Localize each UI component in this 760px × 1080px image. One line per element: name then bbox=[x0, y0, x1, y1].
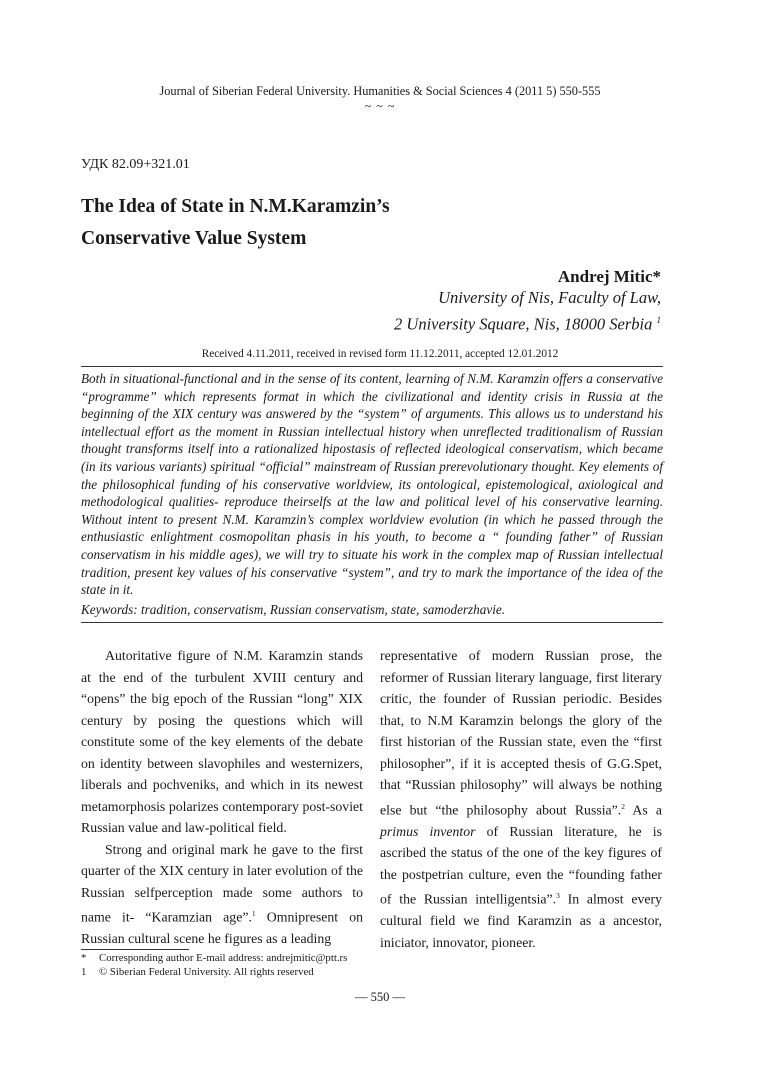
footnote-ref: 3 bbox=[556, 891, 560, 901]
paragraph: representative of modern Russian prose, the reformer of Russian literary language, first literary critic, the founder of Russian periodic. Besides that, to N.M Karamzin belongs the glory of the first historian of the Russian state, even the “first philosopher”, if it is accepted thesis of G.G.Spet, that “Russian philosophy” will always be nothing else but “the philosophy about Russia”.$^2$ As a primus inventor of Russian literature, he is ascribed the status of the one of the key figures of the postpetrian culture, even the “founding father of the Russian intelligentsia”.$^3$ In almost every cultural field we find Karamzin as a ancestor, iniciator, innovator, pioneer. bbox=[380, 648, 663, 950]
paragraph: Autoritative figure of N.M. Karamzin stands at the end of the turbulent XVIII century and “opens” the big epoch of the Russian “long” XIX century by posing the questions which will constitute some of the key elements of the debate on identity between slavophiles and westernizers, liberals and pochveniks, and which in its newest metamorphosis polarizes contemporary post-soviet Russian value and law-political field. bbox=[81, 648, 363, 835]
page-number: — 550 — bbox=[355, 990, 405, 1004]
abstract-top-rule bbox=[81, 366, 663, 367]
author-name: Andrej Mitic* bbox=[557, 267, 661, 286]
body-column-right bbox=[380, 645, 662, 953]
footnote-mark: 1 bbox=[81, 966, 87, 978]
footnote-mark: * bbox=[81, 952, 87, 964]
author-affiliation bbox=[394, 287, 661, 336]
affiliation-line-2: 2 University Square, Nis, 18000 Serbia bbox=[394, 314, 653, 334]
abstract: Both in situational-functional and in the sense of its content, learning of N.M. Karamzin offers a conservative “programme” which represents format in which the civilizational and identity crisis in Russia at the beginning of the XIX century was answered by the “system” of arguments. This allows us to understand his intellectual effort as the moment in Russian intellectual history when unreflected traditionalism of Russian thought transforms itself into a rationalized hipostasis of reflected ideological conservatism, which became (in its various variants) spiritual “official” mainstream of Russian prerevolutionary thought. Key elements of the philosophical funding of his conservative worldview, its ontological, epistemological, axiological and methodological qualities- reproduce theirselfs at the law and political level of his conservative learning. Without intent to present N.M. Karamzin’s complex worldview evolution (in which he passed through the enthusiastic enlightment cosmopolitan phasis in his youth, to become a “ founding father” of Russian conservatism in his middle ages), we will try to situate his work in the complex map of Russian intellectual tradition, present key values of his conservative “system”, and try to mark the importance of the idea of the state in it. bbox=[81, 371, 663, 598]
footnote-copyright: 1 © Siberian Federal University. All rights reserved bbox=[81, 966, 314, 978]
journal-header: Journal of Siberian Federal University. Humanities & Social Sciences 4 (2011 5) 550-555 bbox=[159, 84, 601, 98]
keywords: Keywords: tradition, conservatism, Russian conservatism, state, samoderzhavie. bbox=[81, 602, 506, 617]
body-column-left bbox=[81, 645, 363, 950]
udk-code: УДК 82.09+321.01 bbox=[81, 157, 190, 172]
affiliation-line-1: University of Nis, Faculty of Law, bbox=[438, 288, 661, 307]
header-ornament: ~ ~ ~ bbox=[364, 99, 396, 113]
footnote-ref: 1 bbox=[251, 909, 256, 918]
footnote-ref: 2 bbox=[621, 801, 625, 811]
title-line-1: The Idea of State in N.M.Karamzin’s bbox=[81, 196, 390, 217]
affiliation-footnote-mark: 1 bbox=[656, 315, 661, 325]
paragraph: Strong and original mark he gave to the first quarter of the XIX century in later evolution of the Russian selfperception made some authors to name it- “Karamzian age”.$^1$ Omnipresent on Russian cultural scene he figures as a leading bbox=[81, 841, 363, 947]
footnote-corresponding-author: * Corresponding author E-mail address: andrejmitic@ptt.rs bbox=[81, 952, 348, 964]
footnote-rule bbox=[81, 949, 189, 950]
received-dates: Received 4.11.2011, received in revised form 11.12.2011, accepted 12.01.2012 bbox=[201, 348, 559, 360]
abstract-bottom-rule bbox=[81, 622, 663, 623]
title-line-2: Conservative Value System bbox=[81, 228, 307, 249]
article-title bbox=[81, 191, 390, 255]
